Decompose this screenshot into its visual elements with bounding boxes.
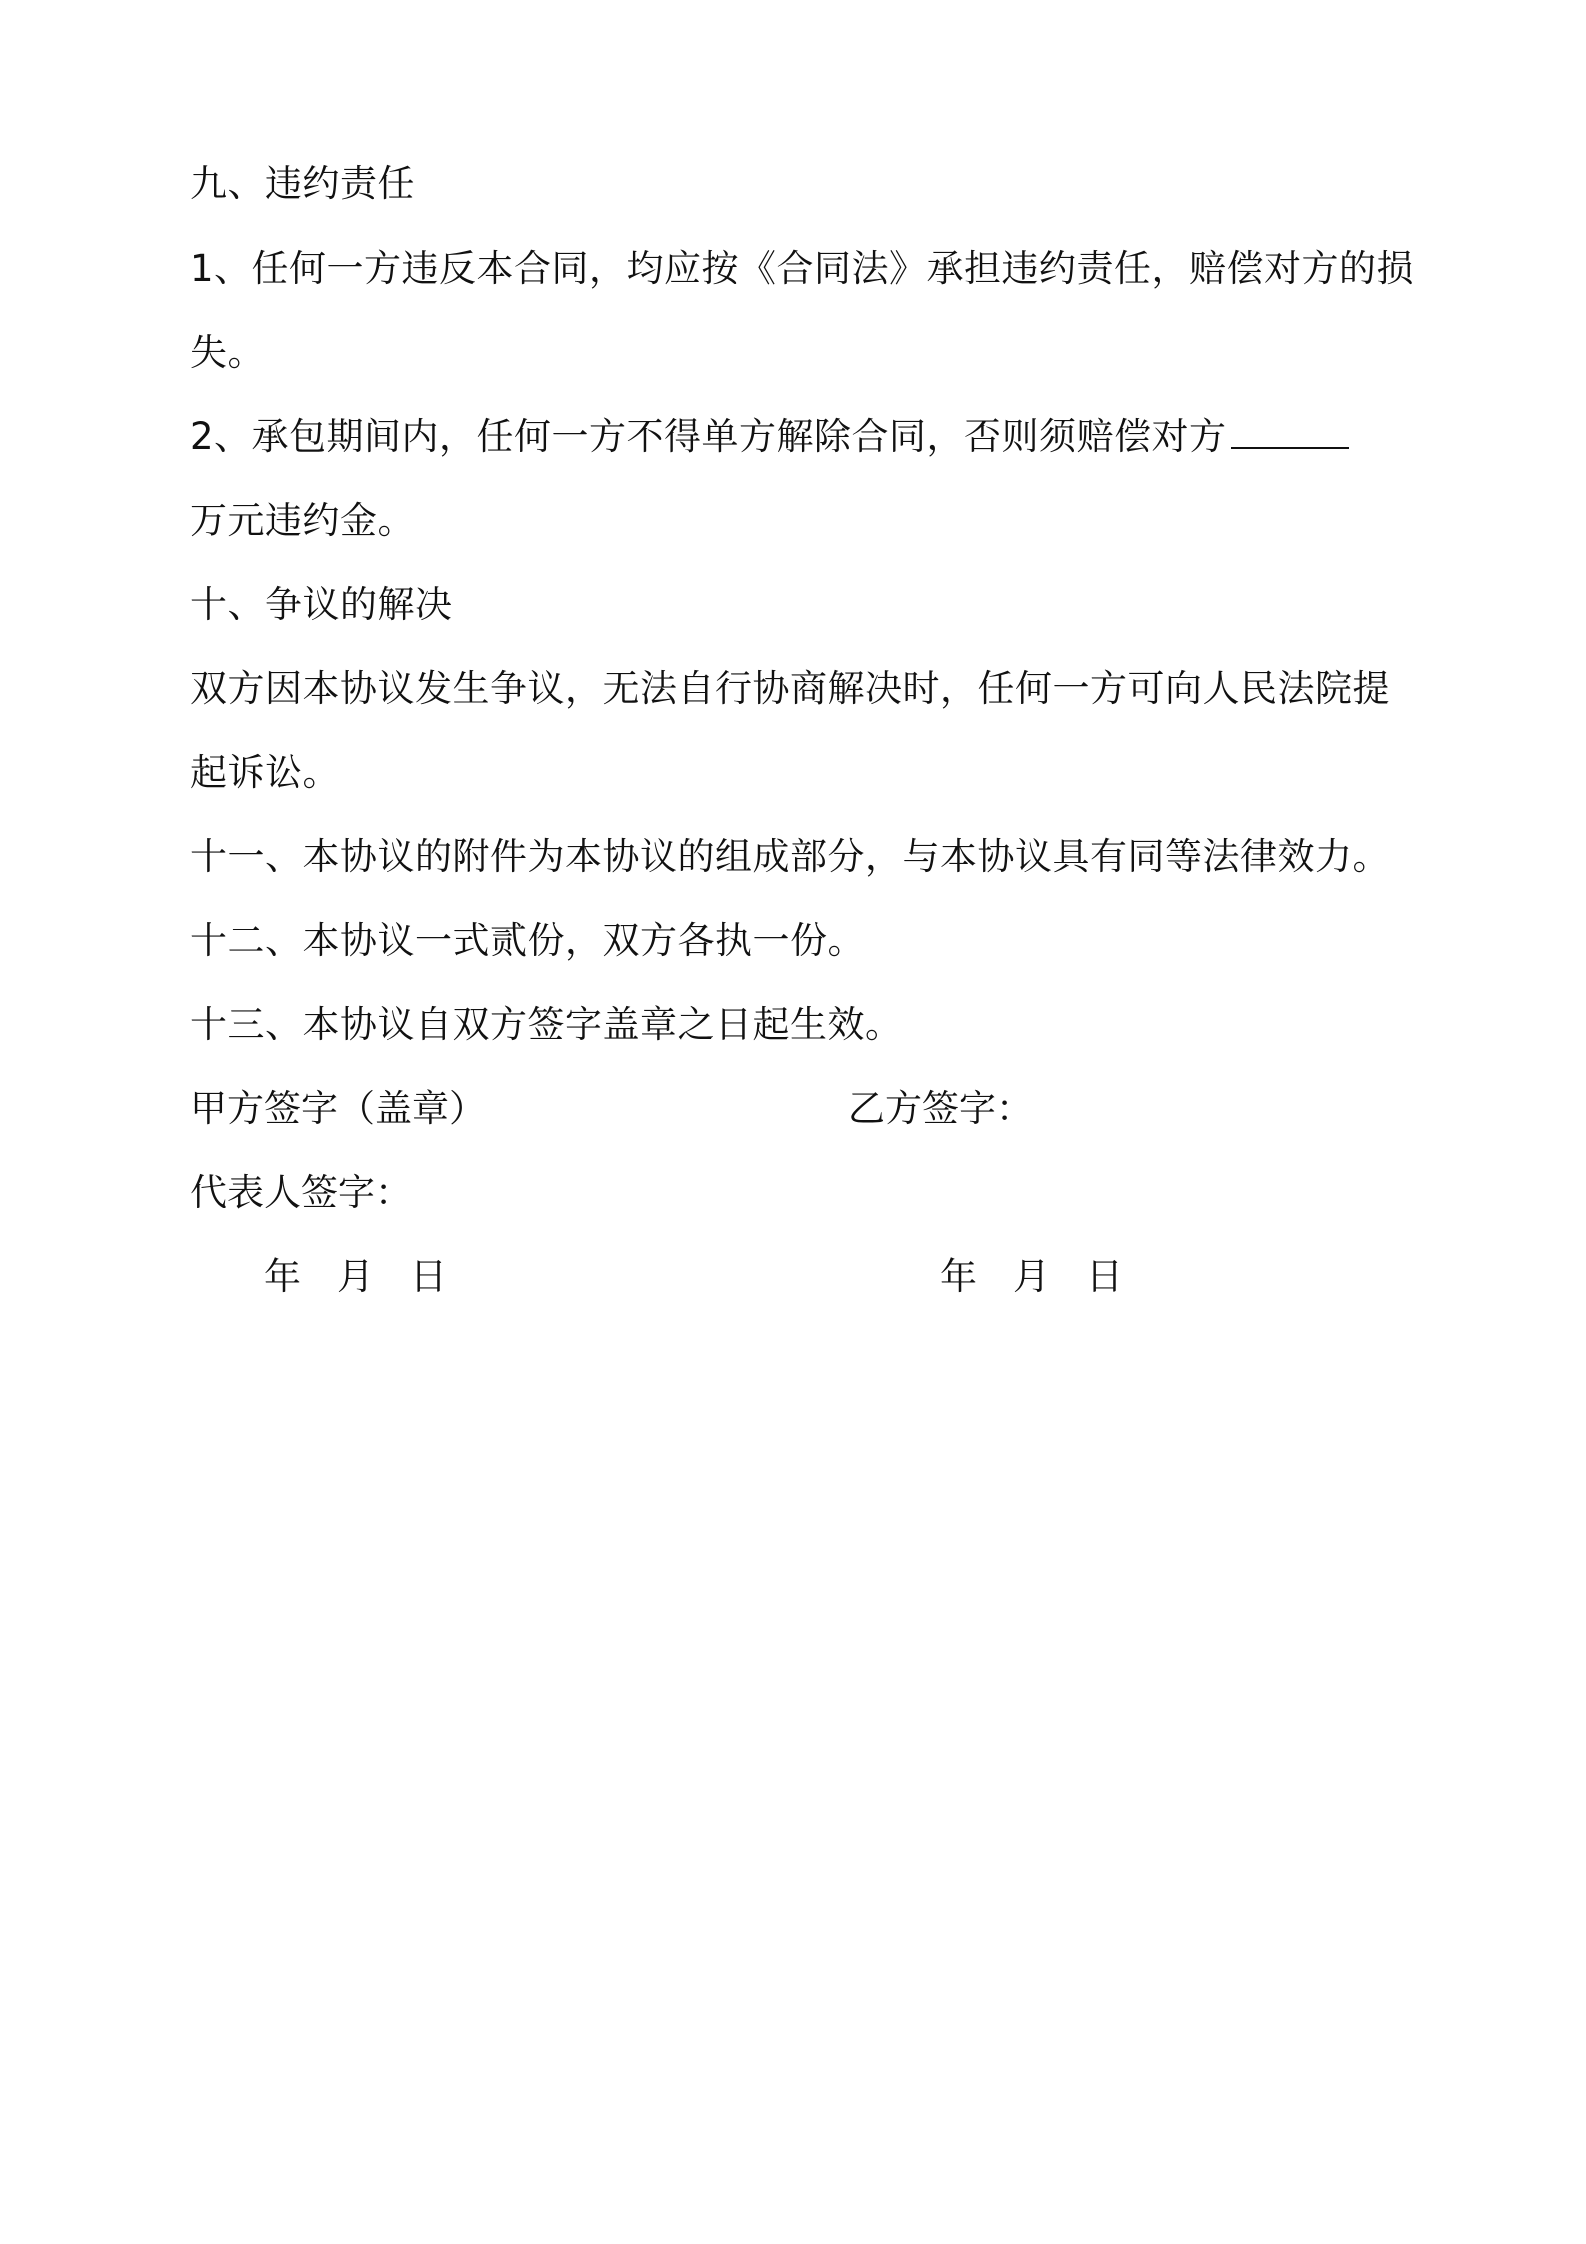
party-a-date-month: 月: [337, 1255, 374, 1298]
representative-signature-label: 代表人签字：: [190, 1171, 412, 1214]
section-10-body-line-2: 起诉讼。: [190, 751, 340, 794]
section-13: 十三、本协议自双方签字盖章之日起生效。: [190, 1003, 903, 1046]
section-9-heading: 九、违约责任: [190, 162, 415, 205]
party-b-date-day: 日: [1086, 1255, 1123, 1298]
section-11: 十一、本协议的附件为本协议的组成部分，与本协议具有同等法律效力。: [190, 835, 1390, 878]
section-12: 十二、本协议一式贰份，双方各执一份。: [190, 919, 865, 962]
party-a-date-year: 年: [264, 1255, 301, 1298]
party-b-date-year: 年: [940, 1255, 977, 1298]
party-b-signature-label: 乙方签字：: [848, 1087, 1033, 1130]
party-b-date-month: 月: [1013, 1255, 1050, 1298]
section-10-body-line-1: 双方因本协议发生争议，无法自行协商解决时，任何一方可向人民法院提: [190, 667, 1390, 710]
penalty-amount-blank: [1231, 413, 1349, 449]
section-9-item-2-text: 2、承包期间内，任何一方不得单方解除合同，否则须赔偿对方: [190, 415, 1227, 458]
party-a-date-day: 日: [410, 1255, 447, 1298]
party-b-date: [940, 1253, 1123, 1301]
section-9-item-1-line-2: 失。: [190, 331, 265, 374]
party-a-signature-label: 甲方签字（盖章）: [190, 1087, 486, 1130]
section-9-item-2-line-1: [190, 413, 1349, 461]
section-9-item-2-line-2: 万元违约金。: [190, 499, 415, 542]
section-9-item-1-line-1: 1、任何一方违反本合同，均应按《合同法》承担违约责任，赔偿对方的损: [190, 247, 1415, 290]
party-a-date: [264, 1253, 447, 1301]
section-10-heading: 十、争议的解决: [190, 583, 453, 626]
